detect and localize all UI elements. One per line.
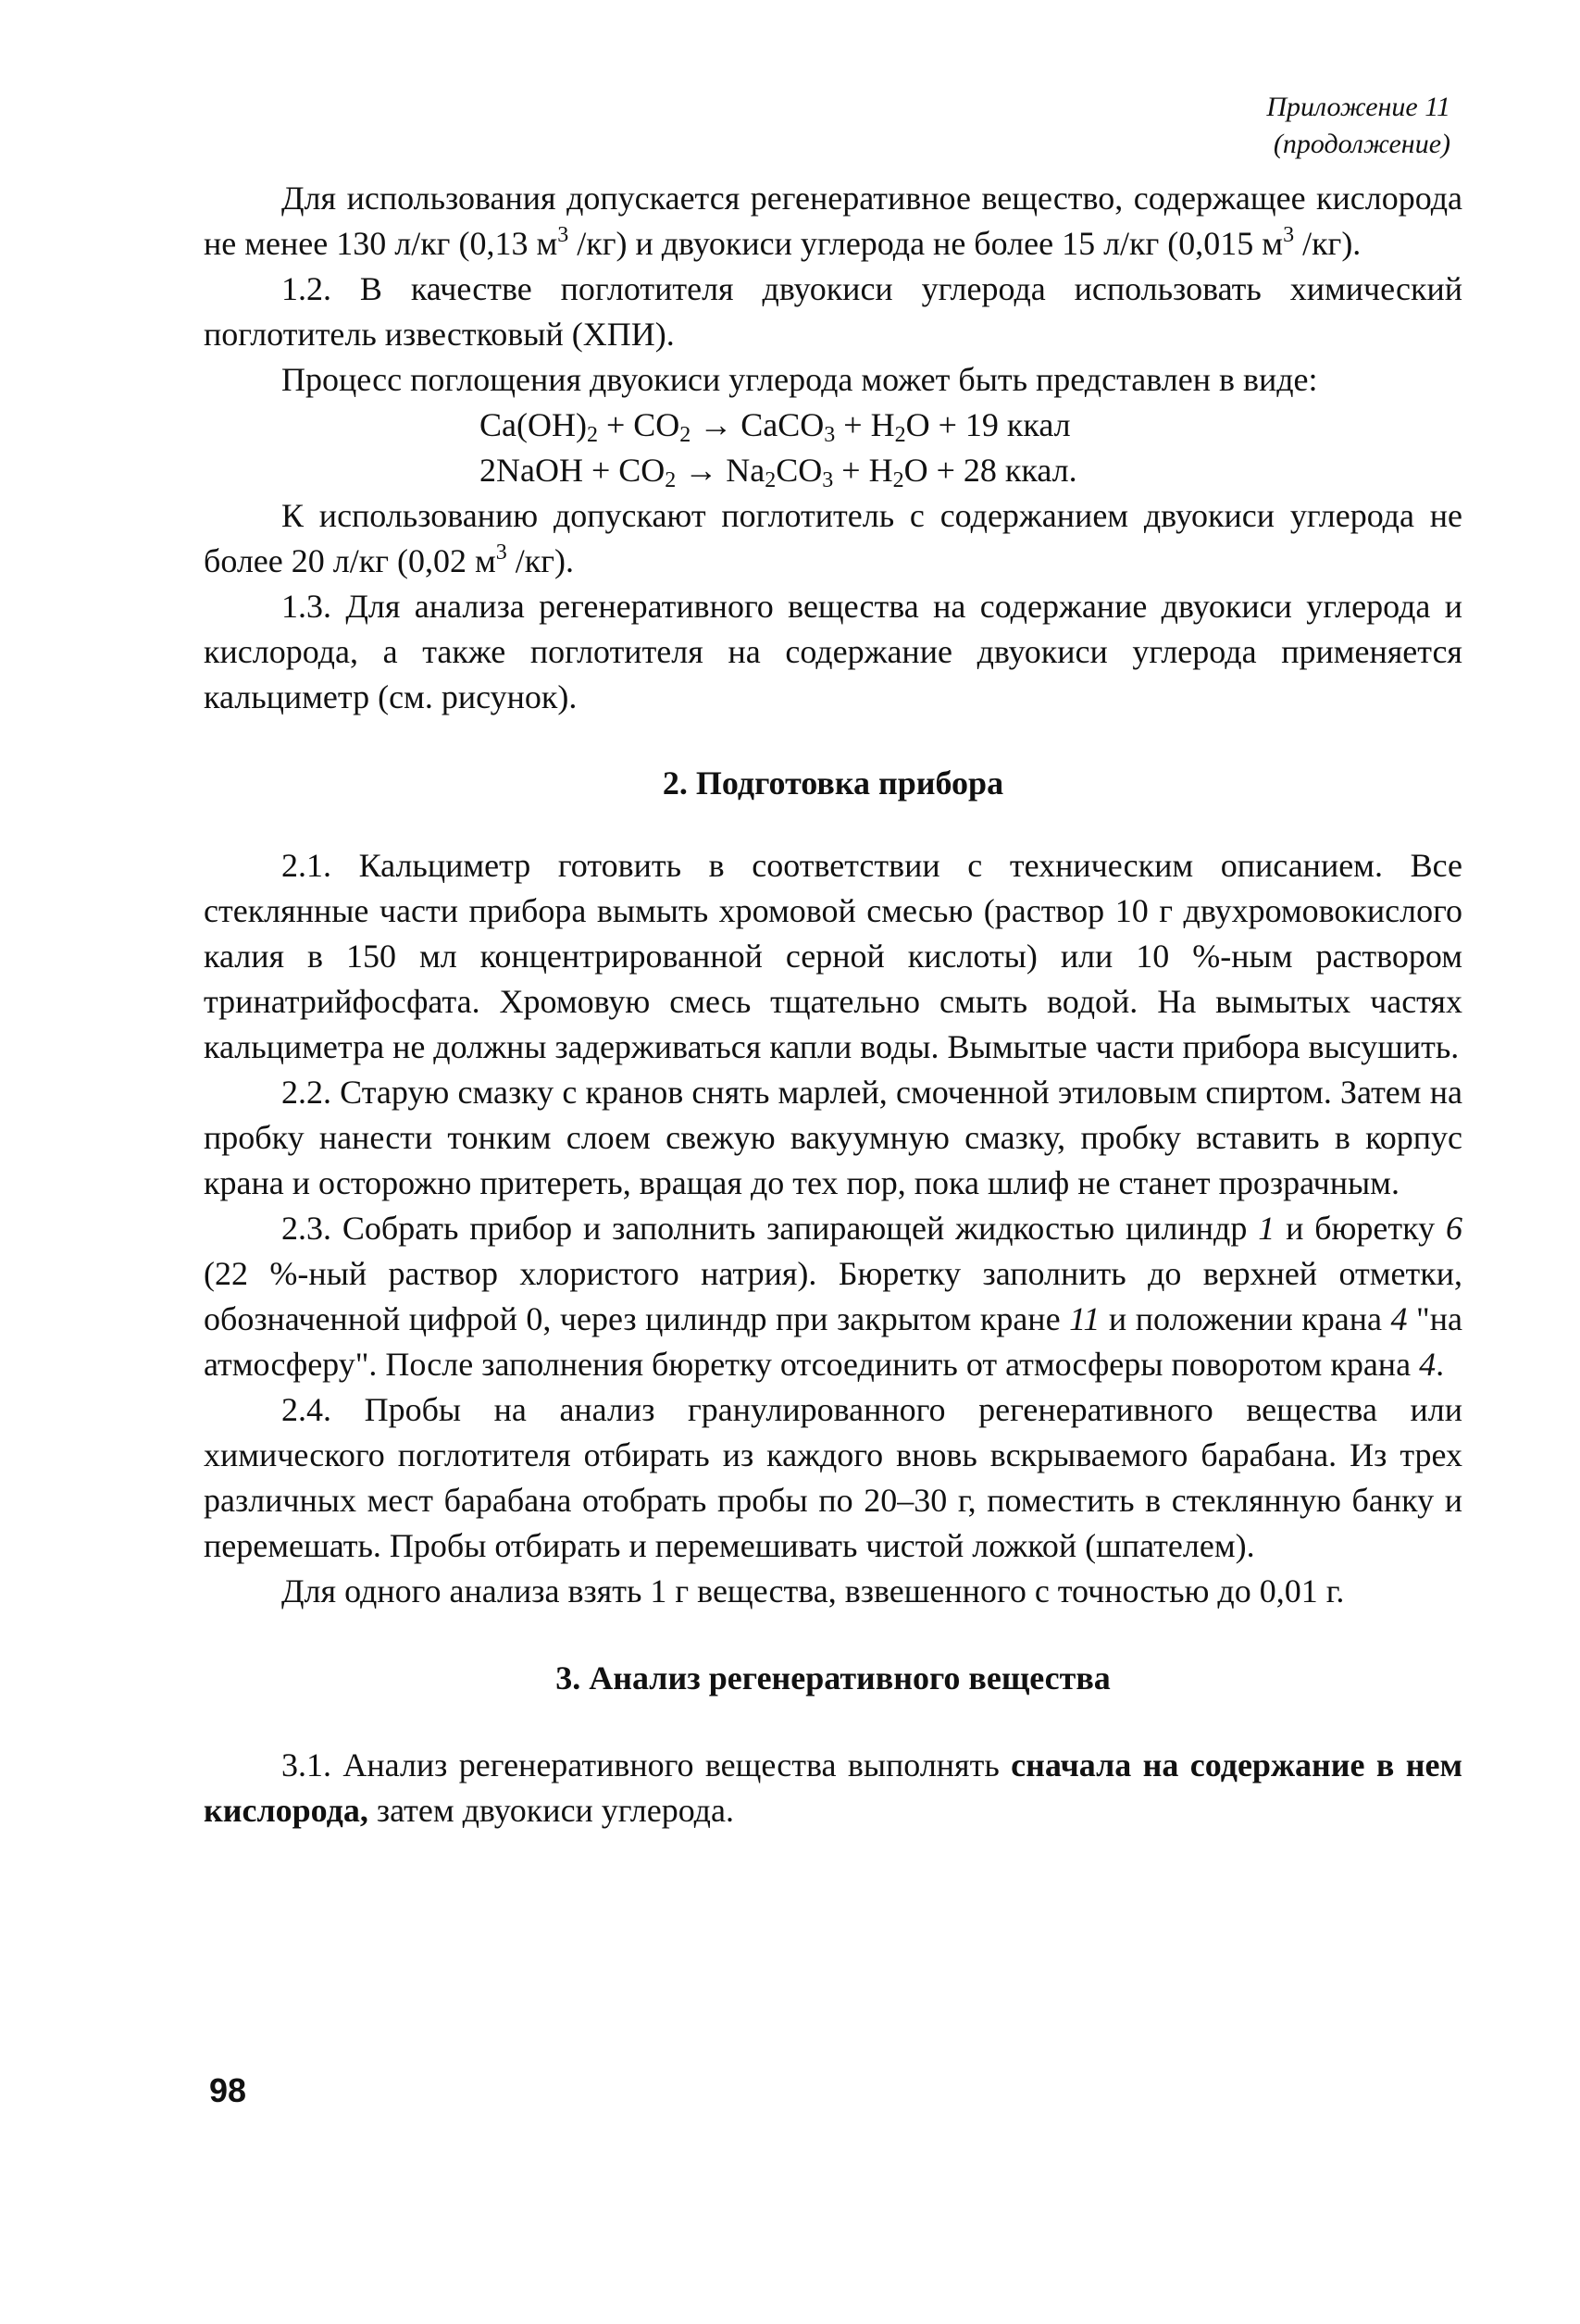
paragraph-3-1: 3.1. Анализ регенеративного вещества выполнять сначала на содержание в нем кислорода, затем двуокиси углерода. [204,1746,1463,1829]
paragraph-2-4: 2.4. Пробы на анализ гранулированного регенеративного вещества или химического поглотителя отбирать из каждого вновь вскрываемого барабана. Из трех различных мест барабана отобрать пробы по 20–30 г, поместить в стеклянную банку и перемешать. Пробы отбирать и перемешивать чистой ложкой (шпателем). [204,1391,1462,1564]
paragraph-absorption-process: Процесс поглощения двуокиси углерода может быть представлен в виде: [281,361,1318,398]
document-body [204,176,1462,1833]
paragraph-1-3: 1.3. Для анализа регенеративного вещества на содержание двуокиси углерода и кислорода, а также поглотителя на содержание двуокиси углерода применяется кальциметр (см. рисунок). [204,588,1462,715]
running-head-appendix: Приложение 11 [1266,92,1450,122]
section-heading-3: 3. Анализ регенеративного вещества [555,1659,1111,1696]
formula-calcium-hydroxide: $Ca(OH)_2 + CO_2$ → CaCO$_3$ + $H_2O + 19$ ккал [479,406,1071,447]
running-head [1266,89,1450,163]
page-number: 98 [209,2071,247,2109]
paragraph-2-1: 2.1. Кальциметр готовить в соответствии с техническим описанием. Все стеклянные части прибора вымыть хромовой смесью (раствор 10 г двухромовокислого калия в 150 мл концентрированной серной кислоты) или 10 %-ным раствором тринатрийфосфата. Хромовую смесь тщательно смыть водой. На вымытых частях кальциметра не должны задерживаться капли воды. Вымытые части прибора высушить. [204,847,1462,1065]
paragraph-1-2: 1.2. В качестве поглотителя двуокиси углерода использовать химический поглотитель известковый (ХПИ). [204,270,1462,353]
paragraph-2-3: 2.3. Собрать прибор и заполнить запирающей жидкостью цилиндр 1 и бюретку 6 (22 %-ный раствор хлористого натрия). Бюретку заполнить до верхней отметки, обозначенной цифрой 0, через цилиндр при закрытом кране 11 и положении крана 4 "на атмосферу". После заполнения бюретку отсоединить от атмосферы поворотом крана 4. [204,1210,1462,1383]
section-heading-2: 2. Подготовка прибора [662,764,1004,802]
paragraph-substance-requirements: Для использования допускается регенеративное вещество, содержащее кислорода не менее 130 л/кг (0,13 $м^3$ /кг) и двуокиси углерода не более 15 л/кг (0,015 $м^3$ /кг). [204,180,1462,262]
formula-sodium-hydroxide: 2NaOH + $CO_2 \to Na_2CO_3 + H_2O + 28$ ккал. [479,452,1077,492]
paragraph-absorber-requirements: К использованию допускают поглотитель с содержанием двуокиси углерода не более 20 л/кг (0,02 $м^3$ /кг). [204,497,1462,579]
paragraph-2-2: 2.2. Старую смазку с кранов снять марлей, смоченной этиловым спиртом. Затем на пробку нанести тонким слоем свежую вакуумную смазку, пробку вставить в корпус крана и осторожно притереть, вращая до тех пор, пока шлиф не станет прозрачным. [204,1074,1462,1201]
running-head-continuation: (продолжение) [1273,129,1450,159]
paragraph-sample-weight: Для одного анализа взять 1 г вещества, взвешенного с точностью до 0,01 г. [281,1572,1345,1609]
